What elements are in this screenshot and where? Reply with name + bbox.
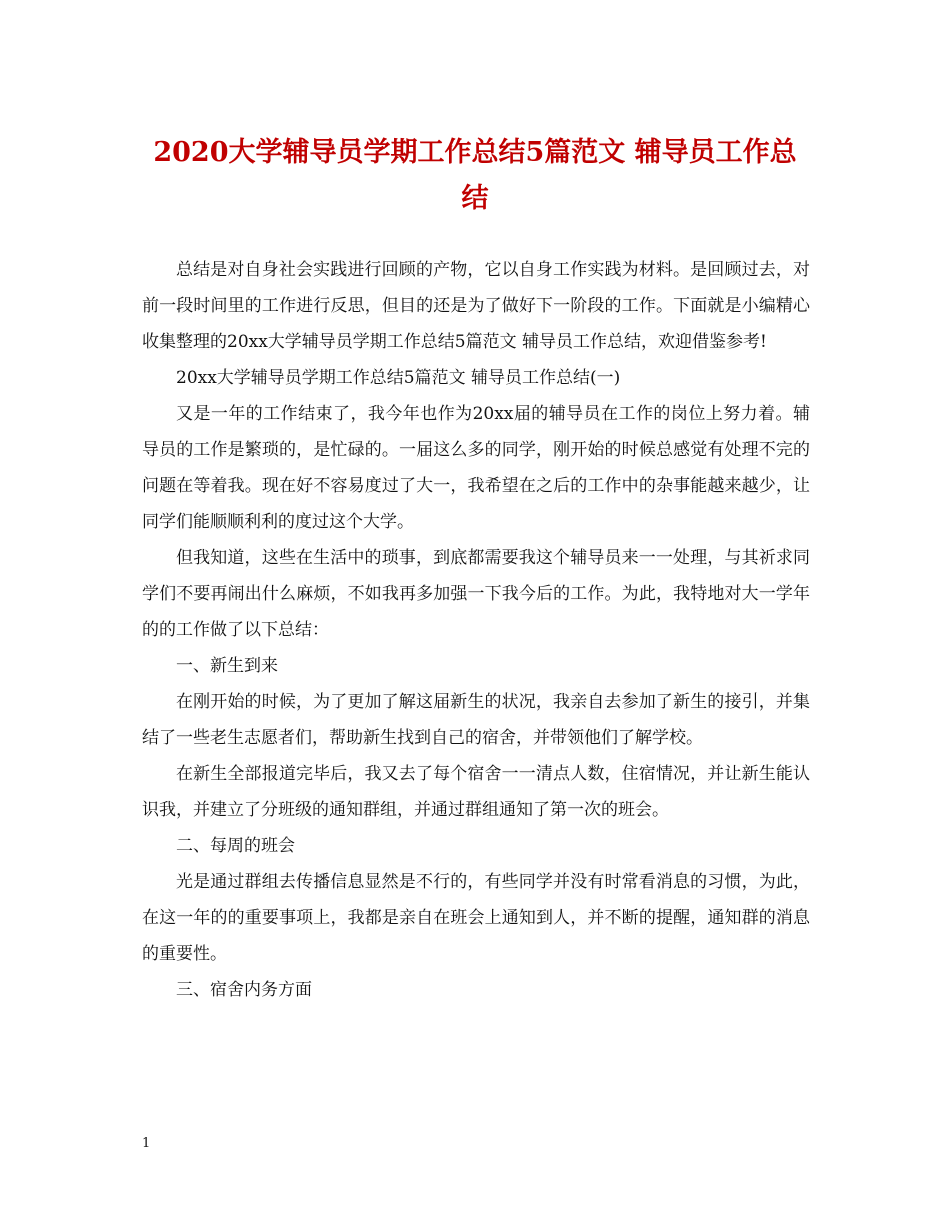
- paragraph-intro: 总结是对自身社会实践进行回顾的产物，它以自身工作实践为材料。是回顾过去，对前一段时间里的工作进行反思，但目的还是为了做好下一阶段的工作。下面就是小编精心收集整理的20xx大学辅导员学期工作总结5篇范文 辅导员工作总结，欢迎借鉴参考!: [142, 260, 810, 352]
- paragraph-section-heading: 20xx大学辅导员学期工作总结5篇范文 辅导员工作总结(一): [176, 368, 621, 388]
- subheading-weekly-meeting: 二、每周的班会: [176, 836, 295, 856]
- paragraph: 又是一年的工作结束了，我今年也作为20xx届的辅导员在工作的岗位上努力着。辅导员的工作是繁琐的，是忙碌的。一届这么多的同学，刚开始的时候总感觉有处理不完的问题在等着我。现在好不容易度过了大一，我希望在之后的工作中的杂事能越来越少，让同学们能顺顺利利的度过这个大学。: [142, 404, 810, 532]
- paragraph: 在刚开始的时候，为了更加了解这届新生的状况，我亲自去参加了新生的接引，并集结了一些老生志愿者们，帮助新生找到自己的宿舍，并带领他们了解学校。: [142, 692, 810, 748]
- subheading-new-students: 一、新生到来: [176, 656, 278, 676]
- subheading-dormitory: 三、宿舍内务方面: [176, 980, 312, 1000]
- document-title: 2020大学辅导员学期工作总结5篇范文 辅导员工作总结: [153, 137, 797, 214]
- paragraph: 在新生全部报道完毕后，我又去了每个宿舍一一清点人数，住宿情况，并让新生能认识我，并建立了分班级的通知群组，并通过群组通知了第一次的班会。: [142, 764, 810, 820]
- document-body: [142, 252, 810, 1008]
- paragraph: 但我知道，这些在生活中的琐事，到底都需要我这个辅导员来一一处理，与其祈求同学们不要再闹出什么麻烦，不如我再多加强一下我今后的工作。为此，我特地对大一学年的的工作做了以下总结：: [142, 548, 810, 640]
- paragraph: 光是通过群组去传播信息显然是不行的，有些同学并没有时常看消息的习惯，为此，在这一年的的重要事项上，我都是亲自在班会上通知到人，并不断的提醒，通知群的消息的重要性。: [142, 872, 810, 964]
- page-number: 1: [142, 1136, 151, 1151]
